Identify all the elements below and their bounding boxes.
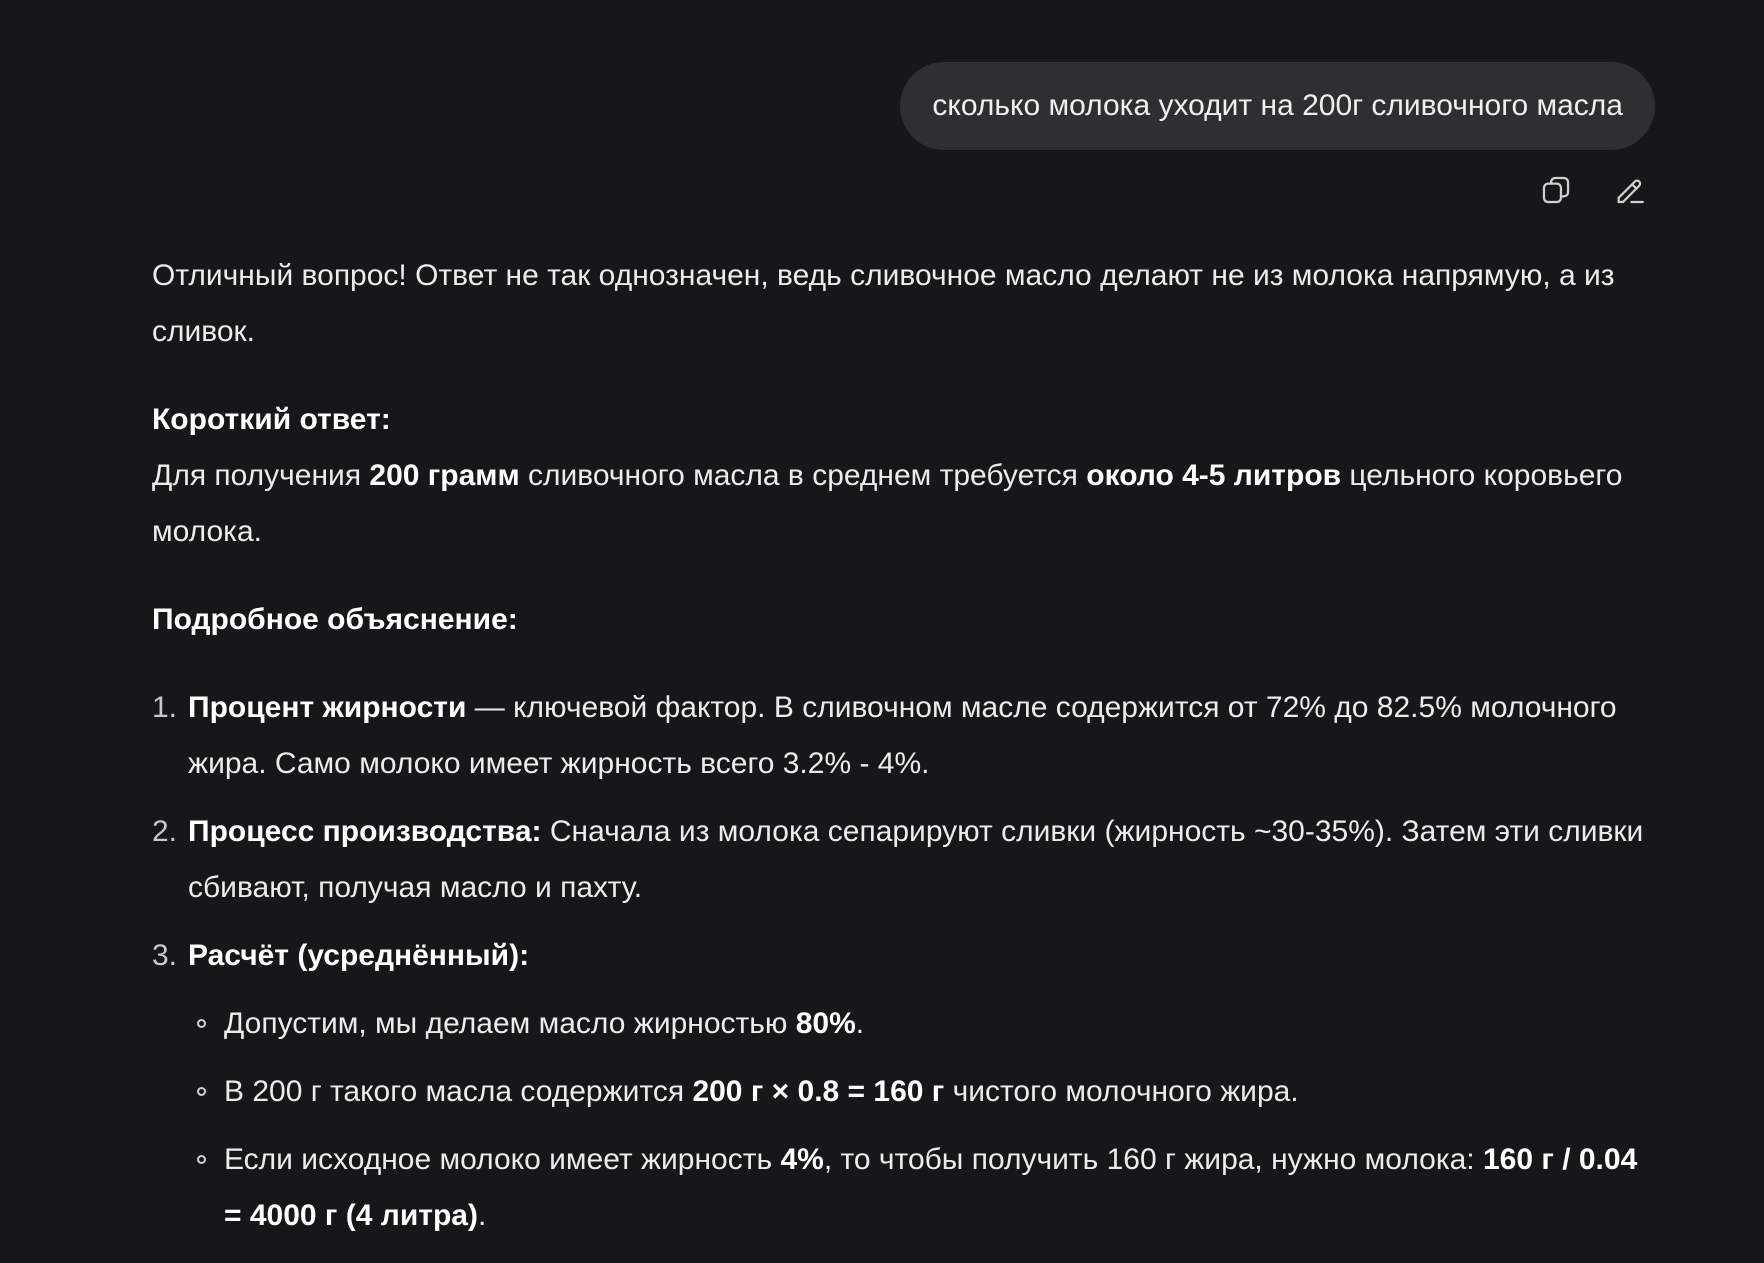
copy-icon bbox=[1539, 173, 1573, 207]
list-item bbox=[152, 804, 1652, 916]
short-answer-block bbox=[152, 392, 1652, 560]
step-text: Сначала из молока сепарируют сливки (жирность ~30-35%). Затем эти сливки сбивают, получая масло и пахту. bbox=[188, 815, 1644, 904]
calc-text: чистого молочного жира. bbox=[944, 1075, 1299, 1108]
calc-text: . bbox=[477, 1199, 487, 1232]
short-answer-text-3: цельного коровьего молока. bbox=[152, 459, 1623, 548]
list-item bbox=[152, 928, 1652, 1244]
list-item bbox=[188, 1064, 1652, 1120]
calc-bold: 4% bbox=[780, 1143, 824, 1176]
list-item bbox=[188, 1132, 1652, 1244]
step-title: Процент жирности bbox=[188, 691, 467, 724]
calc-text: Если исходное молоко имеет жирность bbox=[224, 1143, 781, 1176]
list-item bbox=[188, 996, 1652, 1052]
hollow-bullet-icon bbox=[197, 1019, 206, 1028]
answer-intro: Отличный вопрос! Ответ не так однозначен, ведь сливочное масло делают не из молока напрямую, а из сливок. bbox=[152, 259, 1615, 348]
short-answer-heading: Короткий ответ: bbox=[152, 403, 391, 436]
calc-bold: 160 г / 0.04 = 4000 г (4 литра) bbox=[224, 1143, 1638, 1232]
edit-button[interactable] bbox=[1608, 168, 1652, 212]
short-answer-bold-2: около 4-5 литров bbox=[1086, 459, 1342, 492]
calc-text: , то чтобы получить 160 г жира, нужно молока: bbox=[823, 1143, 1483, 1176]
short-answer-text-2: сливочного масла в среднем требуется bbox=[519, 459, 1087, 492]
edit-pencil-icon bbox=[1613, 173, 1647, 207]
step-number: 1. bbox=[152, 691, 178, 724]
step-number: 2. bbox=[152, 815, 178, 848]
copy-button[interactable] bbox=[1534, 168, 1578, 212]
detail-heading: Подробное объяснение: bbox=[152, 603, 518, 636]
step-number: 3. bbox=[152, 939, 178, 972]
steps-list bbox=[152, 680, 1652, 1244]
user-message-bubble bbox=[900, 62, 1655, 150]
step-title: Расчёт (усреднённый): bbox=[188, 939, 530, 972]
message-actions bbox=[1534, 168, 1652, 212]
calc-bold: 200 г × 0.8 = 160 г bbox=[692, 1075, 945, 1108]
calc-sublist bbox=[188, 996, 1652, 1244]
calc-text: Допустим, мы делаем масло жирностью bbox=[224, 1007, 796, 1040]
hollow-bullet-icon bbox=[197, 1087, 206, 1096]
assistant-answer bbox=[152, 248, 1652, 1256]
step-title: Процесс производства: bbox=[188, 815, 542, 848]
calc-bold: 80% bbox=[795, 1007, 856, 1040]
calc-text: . bbox=[855, 1007, 865, 1040]
user-message-text: сколько молока уходит на 200г сливочного масла bbox=[932, 89, 1623, 122]
step-text: — ключевой фактор. В сливочном масле содержится от 72% до 82.5% молочного жира. Само молоко имеет жирность всего 3.2% - 4%. bbox=[188, 691, 1617, 780]
short-answer-bold-1: 200 грамм bbox=[369, 459, 520, 492]
hollow-bullet-icon bbox=[197, 1155, 206, 1164]
calc-text: В 200 г такого масла содержится bbox=[224, 1075, 693, 1108]
short-answer-text-1: Для получения bbox=[152, 459, 370, 492]
list-item bbox=[152, 680, 1652, 792]
